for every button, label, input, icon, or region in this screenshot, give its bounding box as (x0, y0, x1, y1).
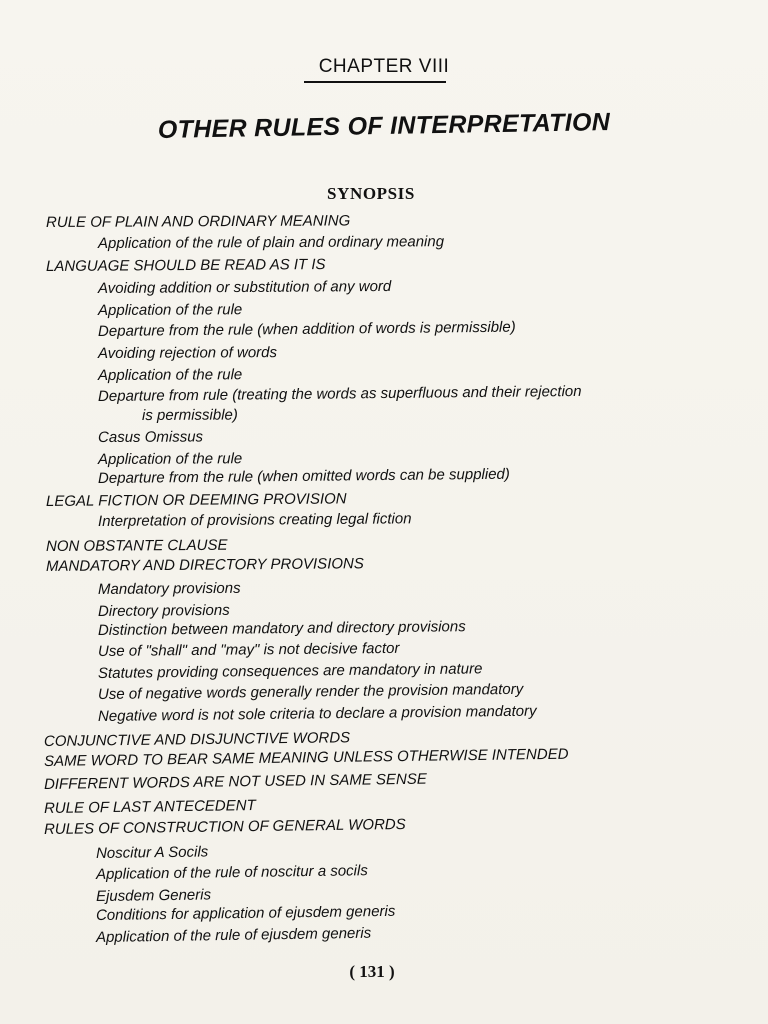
synopsis-entry-heading: CONJUNCTIVE AND DISJUNCTIVE WORDS (43, 729, 351, 750)
synopsis-entry: Application of the rule of ejusdem generis (95, 924, 372, 946)
synopsis-entry: Negative word is not sole criteria to declare a provision mandatory (97, 702, 537, 725)
synopsis-entry: Interpretation of provisions creating legal fiction (97, 510, 412, 530)
chapter-title: OTHER RULES OF INTERPRETATION (157, 108, 611, 144)
synopsis-entry: Mandatory provisions (97, 579, 241, 598)
synopsis-entry: Distinction between mandatory and directory provisions (97, 618, 466, 639)
synopsis-entry: Departure from rule (treating the words as superfluous and their rejection (97, 382, 582, 405)
synopsis-entry: Casus Omissus (97, 428, 204, 446)
synopsis-entry: Departure from the rule (when omitted words can be supplied) (97, 465, 510, 487)
synopsis-entry: Use of negative words generally render the provision mandatory (97, 680, 524, 703)
synopsis-entry-heading: RULE OF LAST ANTECEDENT (43, 797, 256, 817)
synopsis-entry: Statutes providing consequences are mandatory in nature (97, 660, 483, 682)
synopsis-entry: Avoiding rejection of words (97, 344, 278, 362)
synopsis-entry: Application of the rule of noscitur a socils (95, 862, 368, 883)
synopsis-entry: Application of the rule (97, 301, 243, 319)
synopsis-entry: Application of the rule of plain and ordinary meaning (97, 233, 445, 252)
synopsis-entry: Ejusdem Generis (95, 886, 212, 905)
synopsis-heading: SYNOPSIS (327, 184, 415, 203)
synopsis-entry: Application of the rule (97, 366, 243, 384)
synopsis-entry-heading: NON OBSTANTE CLAUSE (45, 536, 228, 555)
chapter-label: CHAPTER VIII (318, 56, 450, 77)
synopsis-entry-heading: MANDATORY AND DIRECTORY PROVISIONS (45, 555, 364, 575)
synopsis-entry-heading: RULE OF PLAIN AND ORDINARY MEANING (45, 212, 351, 231)
synopsis-entry: Avoiding addition or substitution of any word (97, 277, 392, 297)
synopsis-entry: Noscitur A Socils (95, 843, 209, 862)
synopsis-entry-heading: RULES OF CONSTRUCTION OF GENERAL WORDS (43, 815, 406, 838)
synopsis-entry: Departure from the rule (when addition of words is permissible) (97, 318, 516, 340)
synopsis-entry-continuation: is permissible) (141, 406, 238, 424)
synopsis-entry-heading: LEGAL FICTION OR DEEMING PROVISION (45, 490, 347, 510)
synopsis-entry: Application of the rule (97, 450, 243, 468)
synopsis-entry: Use of "shall" and "may" is not decisive factor (97, 639, 400, 660)
synopsis-entry: Conditions for application of ejusdem generis (95, 902, 396, 924)
synopsis-entry-heading: LANGUAGE SHOULD BE READ AS IT IS (45, 256, 326, 275)
page-number: ( 131 ) (349, 962, 395, 981)
synopsis-entry: Directory provisions (97, 601, 230, 620)
synopsis-entry-heading: SAME WORD TO BEAR SAME MEANING UNLESS OTHERWISE INTENDED (43, 745, 569, 770)
synopsis-entry-heading: DIFFERENT WORDS ARE NOT USED IN SAME SENSE (43, 770, 427, 793)
